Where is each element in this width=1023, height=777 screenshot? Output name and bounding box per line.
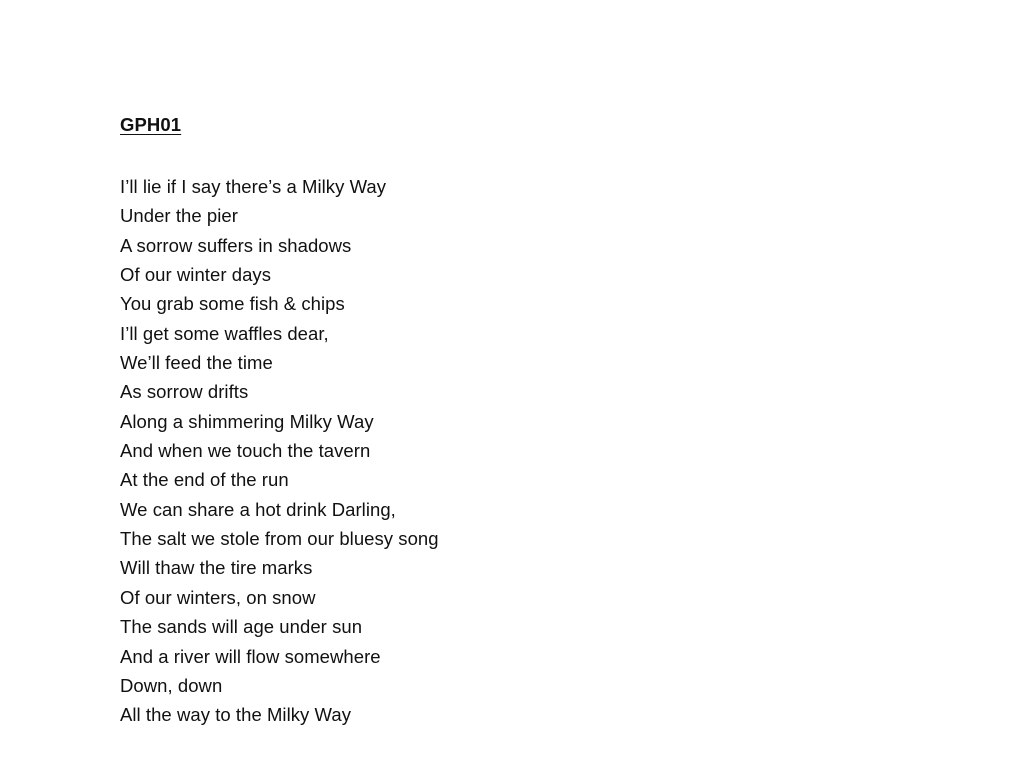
poem-line: Along a shimmering Milky Way — [120, 410, 374, 432]
poem-line: As sorrow drifts — [120, 381, 249, 403]
poem-line: Of our winters, on snow — [120, 586, 316, 608]
poem-line: We’ll feed the time — [120, 352, 273, 374]
poem-line: The salt we stole from our bluesy song — [120, 528, 439, 550]
poem-body — [120, 172, 439, 730]
poem-line: You grab some fish & chips — [120, 293, 345, 315]
poem-line: I’ll get some waffles dear, — [120, 322, 329, 344]
poem-line: At the end of the run — [120, 469, 289, 491]
poem-line: Of our winter days — [120, 264, 272, 286]
poem-line: The sands will age under sun — [120, 616, 363, 638]
poem-line: All the way to the Milky Way — [120, 704, 352, 726]
poem-line: A sorrow suffers in shadows — [120, 234, 352, 256]
poem-line: And when we touch the tavern — [120, 440, 371, 462]
document-title: GPH01 — [120, 114, 182, 135]
poem-line: Under the pier — [120, 205, 238, 227]
poem-line: We can share a hot drink Darling, — [120, 498, 396, 520]
poem-line: Down, down — [120, 674, 223, 696]
poem-line: I’ll lie if I say there’s a Milky Way — [120, 176, 387, 197]
poem-line: And a river will flow somewhere — [120, 645, 381, 667]
poem-line: Will thaw the tire marks — [120, 557, 313, 579]
